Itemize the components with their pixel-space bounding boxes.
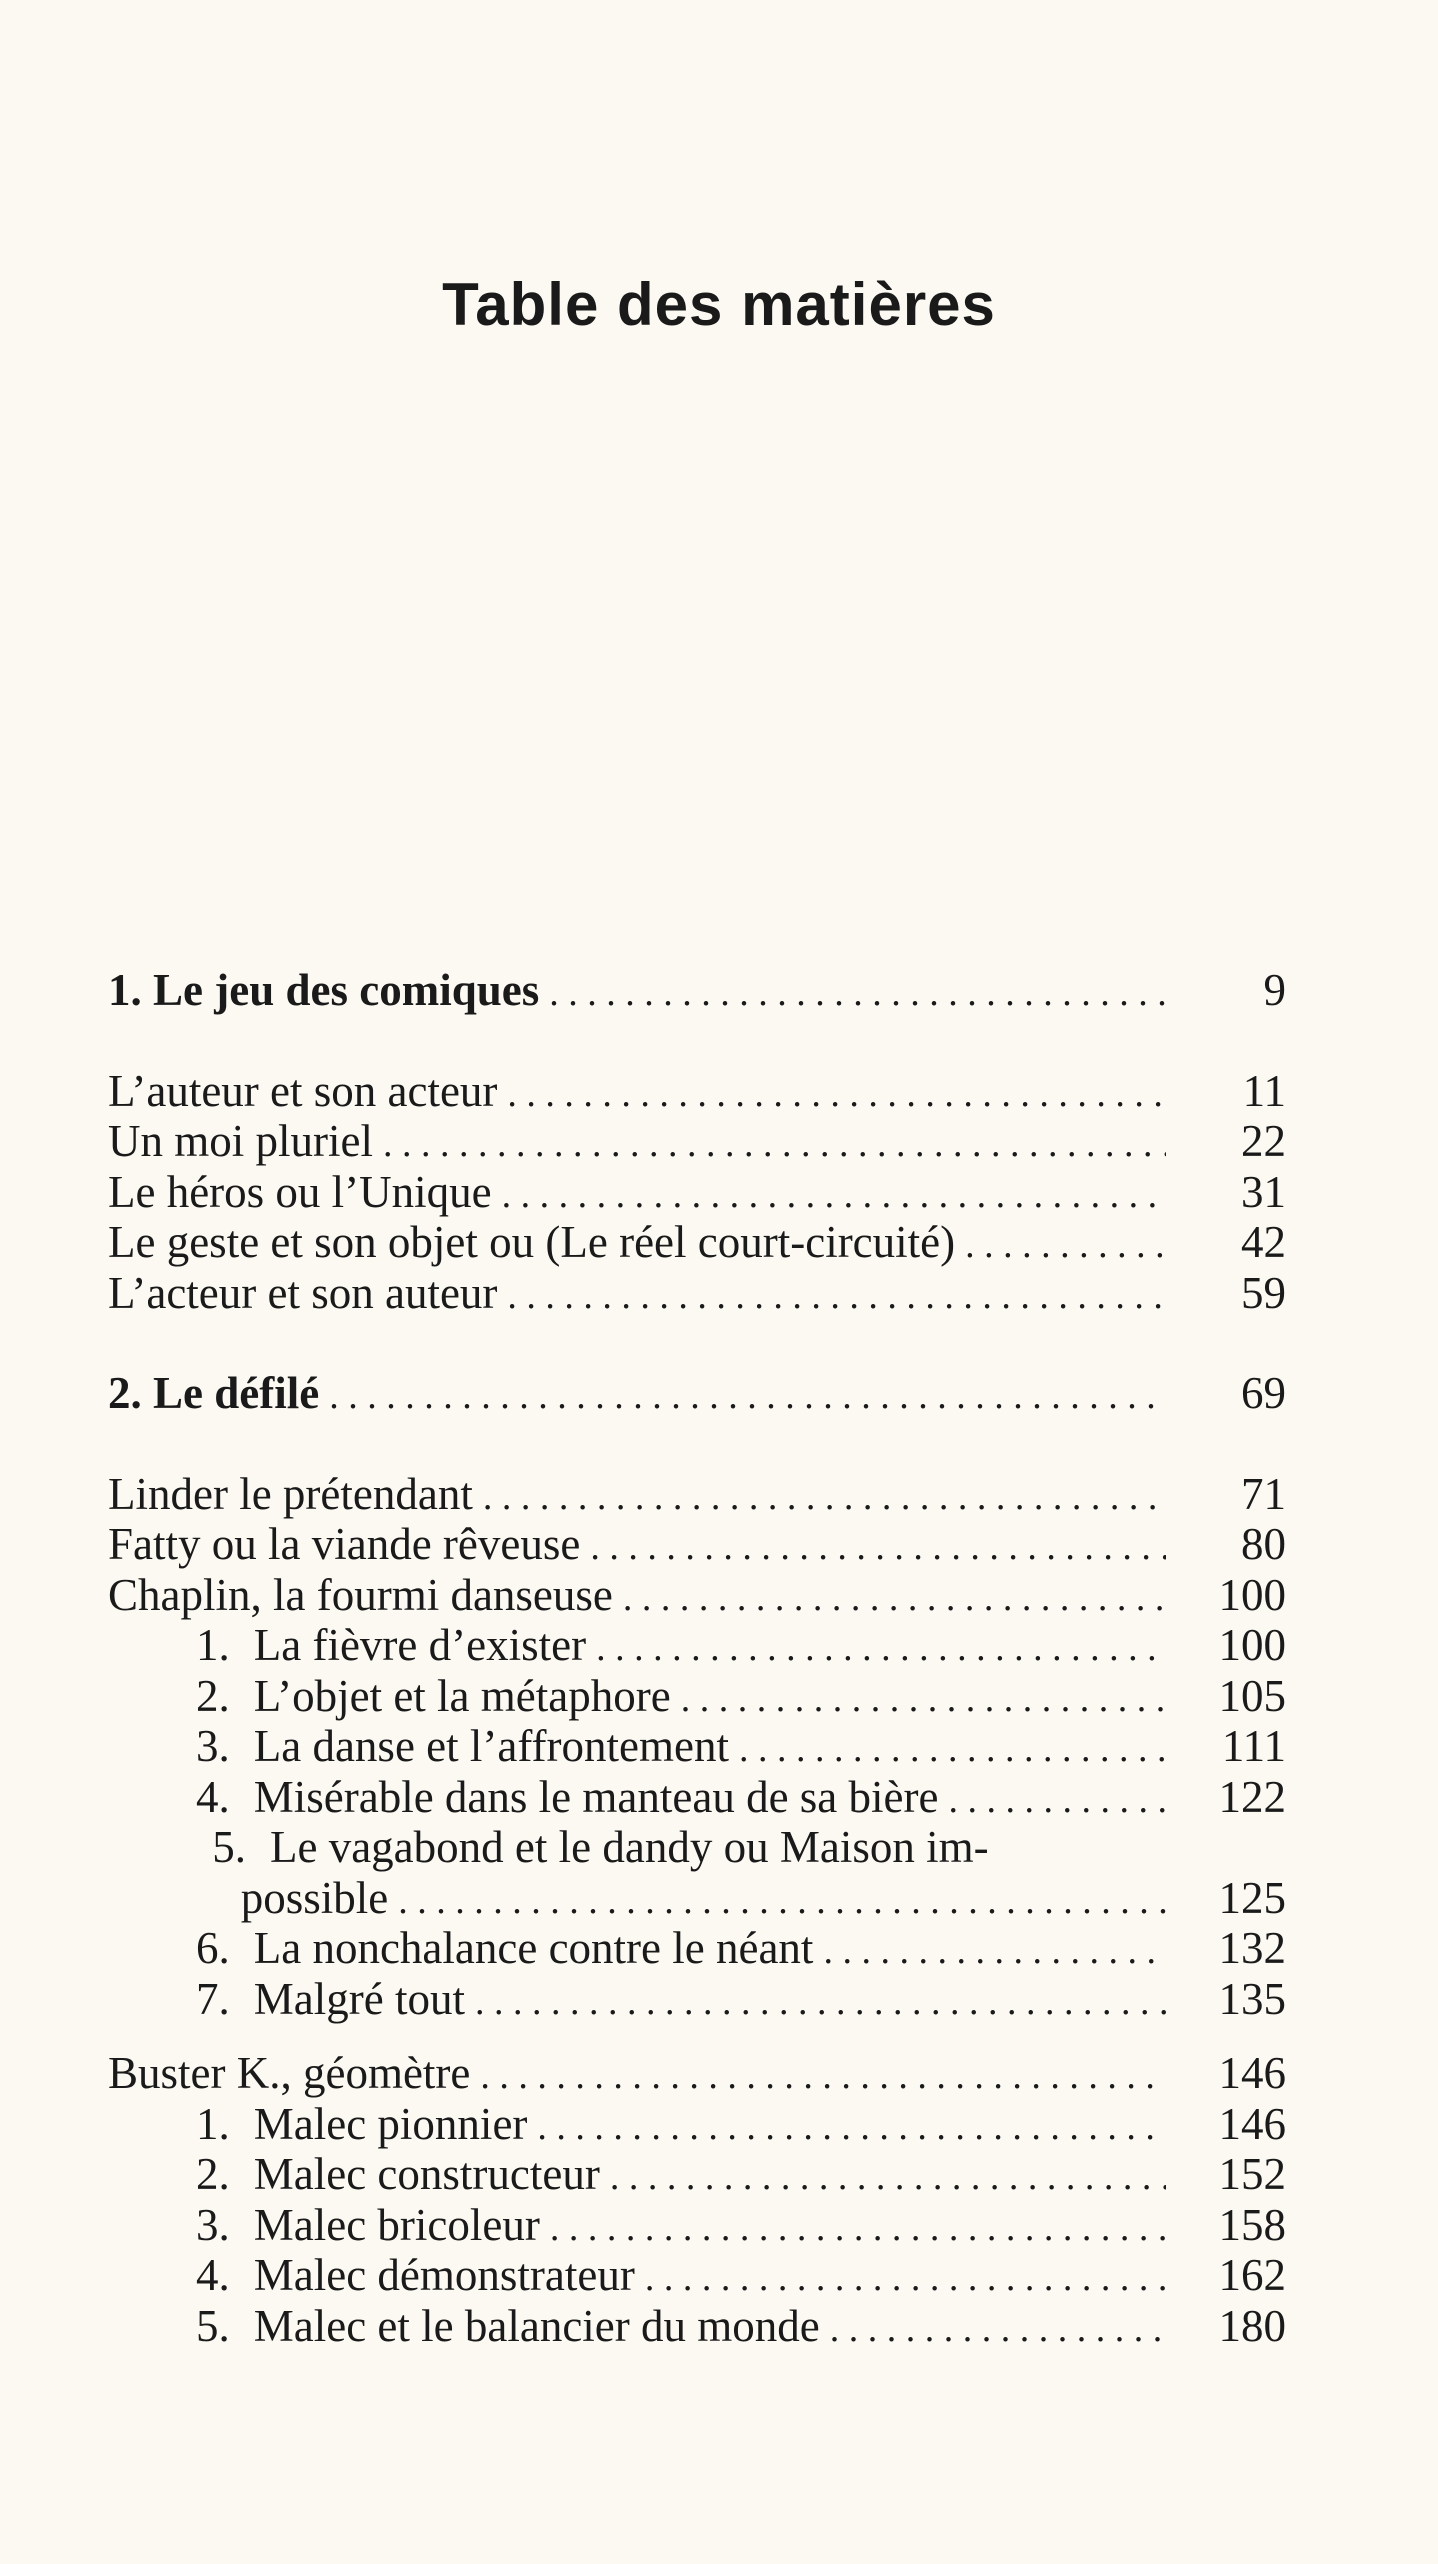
dot-leader bbox=[483, 1469, 1166, 1523]
subentry-title-continued: possible bbox=[240, 1872, 389, 1923]
subentry-title: Malec pionnier bbox=[253, 2098, 528, 2149]
subentry-number: 5. bbox=[212, 1822, 246, 1872]
dot-leader bbox=[830, 2301, 1166, 2355]
toc-entry[interactable] bbox=[108, 1268, 1286, 1319]
entry-title: Un moi pluriel bbox=[108, 1116, 373, 1166]
entry-title: L’acteur et son auteur bbox=[108, 1267, 498, 1318]
chapter-title: 2. Le défilé bbox=[108, 1368, 320, 1418]
subentry-number: 4. bbox=[196, 1771, 230, 1822]
dot-leader bbox=[502, 1167, 1166, 1221]
dot-leader bbox=[681, 1671, 1166, 1725]
subentry-title: Malec bricoleur bbox=[253, 2199, 540, 2250]
page-number: 180 bbox=[1218, 2300, 1286, 2351]
page-number: 80 bbox=[1241, 1519, 1286, 1569]
subentry-title: La fièvre d’exister bbox=[253, 1620, 587, 1670]
table-of-contents bbox=[108, 965, 1286, 2351]
page-number: 22 bbox=[1241, 1116, 1286, 1166]
page-number: 111 bbox=[1221, 1721, 1286, 1771]
subentry-number: 4. bbox=[196, 2250, 230, 2300]
toc-subentry-continuation[interactable] bbox=[108, 1873, 1286, 1924]
dot-leader bbox=[645, 2250, 1166, 2304]
entry-title: Le geste et son objet ou (Le réel court-circuité) bbox=[108, 1217, 956, 1267]
page-number: 135 bbox=[1218, 1973, 1286, 2024]
dot-leader bbox=[537, 2099, 1166, 2153]
toc-subentry[interactable] bbox=[108, 1620, 1286, 1671]
subentry-number: 3. bbox=[196, 1721, 230, 1771]
toc-entry[interactable] bbox=[108, 1519, 1286, 1570]
page-number: 146 bbox=[1218, 2098, 1286, 2149]
toc-subentry[interactable] bbox=[108, 1671, 1286, 1722]
dot-leader bbox=[823, 1923, 1166, 1977]
page-number: 158 bbox=[1218, 2199, 1286, 2250]
toc-entry[interactable] bbox=[108, 1570, 1286, 1621]
dot-leader bbox=[739, 1721, 1166, 1775]
dot-leader bbox=[623, 1570, 1166, 1624]
dot-leader bbox=[610, 2149, 1166, 2203]
subentry-title: L’objet et la métaphore bbox=[253, 1670, 671, 1721]
page-number: 100 bbox=[1218, 1569, 1286, 1620]
toc-subentry[interactable] bbox=[108, 1721, 1286, 1772]
page-number: 59 bbox=[1241, 1267, 1286, 1318]
subentry-number: 1. bbox=[196, 1620, 230, 1670]
page-number: 146 bbox=[1218, 2048, 1286, 2098]
entry-title: Chaplin, la fourmi danseuse bbox=[108, 1569, 613, 1620]
subentry-title: Misérable dans le manteau de sa bière bbox=[253, 1771, 939, 1822]
page-number: 122 bbox=[1218, 1771, 1286, 1822]
entry-title: L’auteur et son acteur bbox=[108, 1065, 498, 1116]
chapter-title: 1. Le jeu des comiques bbox=[108, 965, 540, 1015]
subentry-title: Malec démonstrateur bbox=[253, 2250, 635, 2300]
subentry-title: Malec constructeur bbox=[253, 2149, 600, 2199]
dot-leader bbox=[507, 1268, 1166, 1322]
dot-leader bbox=[383, 1116, 1166, 1170]
dot-leader bbox=[329, 1368, 1166, 1422]
dot-leader bbox=[480, 2048, 1166, 2102]
page-number: 125 bbox=[1218, 1872, 1286, 1923]
page-number: 69 bbox=[1241, 1368, 1286, 1418]
page-number: 132 bbox=[1218, 1923, 1286, 1973]
toc-subentry[interactable] bbox=[108, 1923, 1286, 1974]
page-number: 162 bbox=[1218, 2250, 1286, 2300]
toc-entry[interactable] bbox=[108, 1217, 1286, 1268]
toc-subentry[interactable] bbox=[108, 1822, 1286, 1873]
subentry-number: 3. bbox=[196, 2199, 230, 2250]
dot-leader bbox=[596, 1620, 1166, 1674]
toc-entry[interactable] bbox=[108, 1469, 1286, 1520]
toc-subentry[interactable] bbox=[108, 2301, 1286, 2352]
dot-leader bbox=[550, 2200, 1166, 2254]
entry-title: Linder le prétendant bbox=[108, 1468, 473, 1519]
subentry-number: 1. bbox=[196, 2098, 230, 2149]
toc-subentry[interactable] bbox=[108, 1974, 1286, 2025]
subentry-number: 5. bbox=[196, 2300, 230, 2351]
dot-leader bbox=[507, 1066, 1166, 1120]
page-number: 9 bbox=[1263, 965, 1286, 1015]
subentry-title: Malec et le balancier du monde bbox=[253, 2300, 820, 2351]
subentry-number: 6. bbox=[196, 1923, 230, 1973]
toc-subentry[interactable] bbox=[108, 2250, 1286, 2301]
page-number: 152 bbox=[1218, 2149, 1286, 2199]
page-number: 71 bbox=[1241, 1468, 1286, 1519]
toc-entry[interactable] bbox=[108, 2048, 1286, 2099]
subentry-title: La nonchalance contre le néant bbox=[253, 1923, 814, 1973]
toc-entry[interactable] bbox=[108, 1116, 1286, 1167]
page-number: 42 bbox=[1241, 1217, 1286, 1267]
subentry-number: 2. bbox=[196, 2149, 230, 2199]
dot-leader bbox=[398, 1873, 1166, 1927]
subentry-number: 2. bbox=[196, 1670, 230, 1721]
page-number: 100 bbox=[1218, 1620, 1286, 1670]
dot-leader bbox=[590, 1519, 1166, 1573]
toc-chapter-heading[interactable] bbox=[108, 1368, 1286, 1419]
toc-entry[interactable] bbox=[108, 1167, 1286, 1218]
dot-leader bbox=[549, 965, 1166, 1019]
page-number: 31 bbox=[1241, 1166, 1286, 1217]
subentry-title: Le vagabond et le dandy ou Maison im- bbox=[270, 1822, 989, 1872]
entry-title: Buster K., géomètre bbox=[108, 2048, 471, 2098]
dot-leader bbox=[965, 1217, 1166, 1271]
subentry-number: 7. bbox=[196, 1973, 230, 2024]
toc-subentry[interactable] bbox=[108, 2200, 1286, 2251]
page-number: 105 bbox=[1218, 1670, 1286, 1721]
page-title: Table des matières bbox=[442, 271, 996, 338]
subentry-title: Malgré tout bbox=[253, 1973, 465, 2024]
toc-chapter-heading[interactable] bbox=[108, 965, 1286, 1016]
toc-entry[interactable] bbox=[108, 1066, 1286, 1117]
toc-subentry[interactable] bbox=[108, 2149, 1286, 2200]
entry-title: Le héros ou l’Unique bbox=[108, 1166, 492, 1217]
entry-title: Fatty ou la viande rêveuse bbox=[108, 1519, 581, 1569]
subentry-title: La danse et l’affrontement bbox=[253, 1721, 729, 1771]
toc-subentry[interactable] bbox=[108, 2099, 1286, 2150]
page-number: 11 bbox=[1242, 1065, 1286, 1116]
dot-leader bbox=[475, 1974, 1166, 2028]
dot-leader bbox=[948, 1772, 1166, 1826]
toc-subentry[interactable] bbox=[108, 1772, 1286, 1823]
